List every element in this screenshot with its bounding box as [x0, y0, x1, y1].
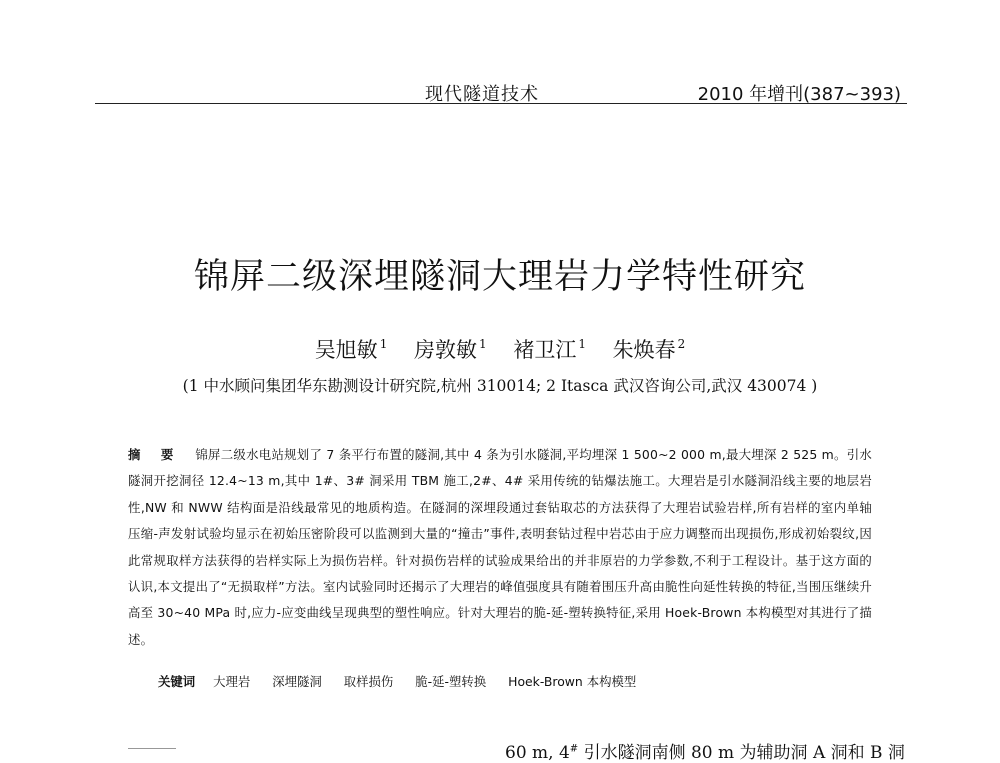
abstract — [128, 442, 872, 653]
affiliations: (1 中水顾问集团华东勘测设计研究院,杭州 310014; 2 Itasca 武汉咨询公司,武汉 430074 ) — [182, 377, 818, 395]
author: 房敦敏 $^1$ — [414, 337, 487, 362]
body-text-line: 60 m, 4# 引水隧洞南侧 80 m 为辅助洞 A 洞和 B 洞 — [505, 743, 905, 763]
paper-title: 锦屏二级深埋隧洞大理岩力学特性研究 — [193, 257, 806, 298]
running-header — [95, 78, 907, 104]
keyword: 取样损伤 — [343, 674, 394, 689]
author-list — [0, 334, 1000, 364]
keywords-label: 关键词 — [158, 674, 196, 689]
affiliation-mark: 1 — [379, 337, 388, 351]
header-rule — [95, 103, 907, 104]
keyword: Hoek-Brown 本构模型 — [508, 674, 637, 689]
keyword: 大理岩 — [213, 674, 251, 689]
affiliation-mark: 1 — [479, 337, 487, 351]
affiliation-mark: 2 — [677, 337, 686, 351]
author: 吴旭敏 $^1$ — [314, 337, 388, 362]
author: 朱焕春 $^2$ — [612, 337, 686, 362]
issue-info: 2010 年增刊(387~393) — [697, 84, 901, 105]
keyword: 脆-延-塑转换 — [415, 674, 487, 689]
abstract-text: 锦屏二级水电站规划了 7 条平行布置的隧洞,其中 4 条为引水隧洞,平均埋深 1 500~2 000 m,最大埋深 2 525 m。引水隧洞开挖洞径 12.4~13 m,其中 1#、3# 洞采用 TBM 施工,2#、4# 采用传统的钻爆法施工。大理岩是引水隧洞沿线主要的地层岩性,NW 和 NWW 结构面是沿线最常见的地质构造。在隧洞的深埋段通过套钻取芯的方法获得了大理岩试验岩样,所有岩样的室内单轴压缩-声发射试验均显示在初始压密阶段可以监测到大量的“撞击”事件,表明套钻过程中岩芯由于应力调整而出现损伤,形成初始裂纹,因此常规取样方法获得的岩样实际上为损伤岩样。针对损伤岩样的试验成果给出的并非原岩的力学参数,不利于工程设计。基于这方面的认识,本文提出了“无损取样”方法。室内试验同时还揭示了大理岩的峰值强度具有随着围压升高由脆性向延性转换的特征,当围压继续升高至 30~40 MPa 时,应力-应变曲线呈现典型的塑性响应。针对大理岩的脆-延-塑转换特征,采用 Hoek-Brown 本构模型对其进行了描述。 — [128, 447, 872, 647]
cut-off-text-fragment — [128, 748, 176, 763]
keywords — [158, 672, 878, 690]
keyword: 深埋隧洞 — [272, 674, 322, 689]
abstract-label: 摘 要 — [128, 447, 182, 462]
journal-name: 现代隧道技术 — [425, 84, 539, 105]
affiliation-mark: 1 — [578, 337, 586, 351]
author: 褚卫江 $^1$ — [513, 337, 586, 362]
